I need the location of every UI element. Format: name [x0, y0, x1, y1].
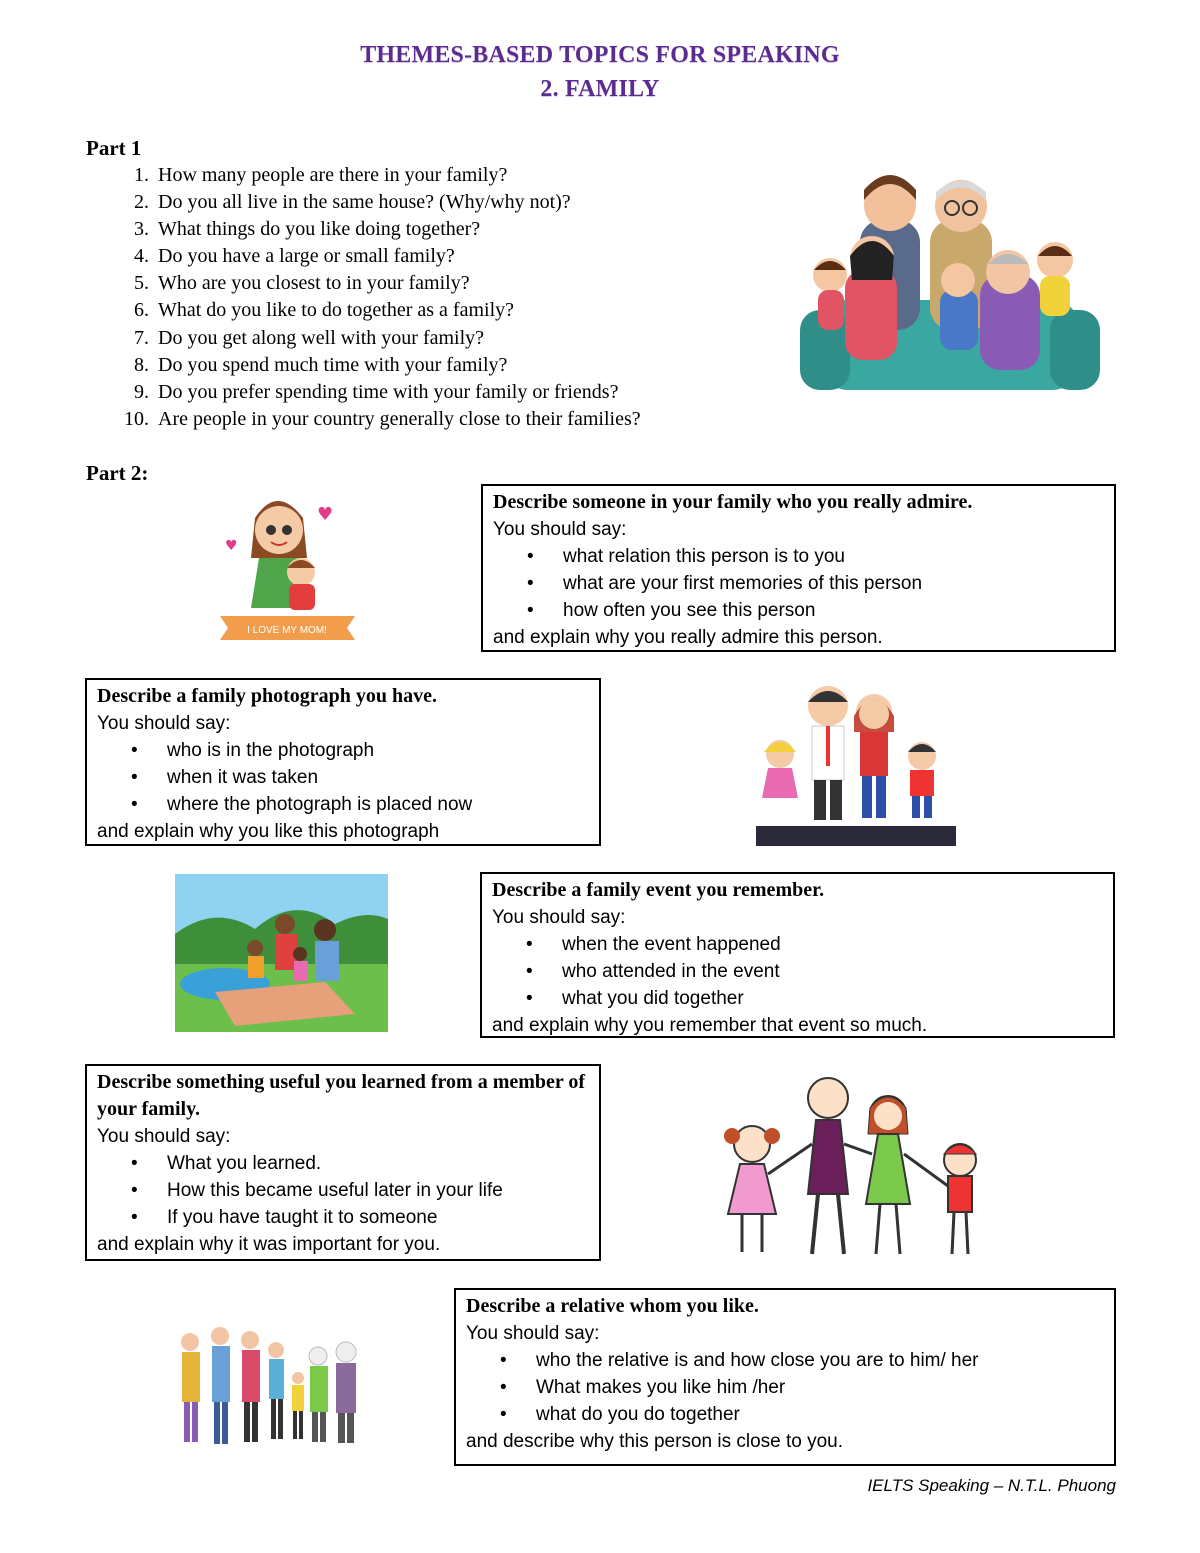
question-item: 1. How many people are there in your family?: [134, 164, 508, 186]
bullet-item: • What you learned.: [97, 1150, 589, 1177]
svg-text:♥: ♥: [225, 538, 238, 554]
question-item: 2. Do you all live in the same house? (Why/why not)?: [134, 191, 571, 214]
stick-figure-family-illustration: [712, 1074, 998, 1264]
card-title: Describe a relative whom you like.: [466, 1295, 759, 1317]
bullet-item: • who is in the photograph: [97, 737, 589, 764]
card-title: Describe someone in your family who you really admire.: [493, 491, 973, 513]
bullet-item: • who the relative is and how close you are to him/ her: [466, 1347, 1104, 1374]
card-title: Describe something useful you learned from a member of your family.: [97, 1071, 586, 1120]
page-subtitle: 2. FAMILY: [540, 76, 660, 102]
bullet-item: • who attended in the event: [492, 958, 1103, 985]
topic-card-photograph: [85, 678, 601, 846]
question-item: 5. Who are you closest to in your family?: [134, 272, 470, 295]
card-bullets: [97, 1150, 589, 1231]
bullet-item: • what do you do together: [466, 1401, 1104, 1428]
card-intro: You should say:: [97, 1126, 231, 1147]
question-item: 7. Do you get along well with your family?: [134, 326, 485, 349]
bullet-item: • If you have taught it to someone: [97, 1204, 589, 1231]
topic-card-event: [480, 872, 1115, 1038]
card-bullets: [97, 737, 589, 818]
footer-credit: IELTS Speaking – N.T.L. Phuong: [867, 1476, 1116, 1495]
card-bullets: [466, 1347, 1104, 1428]
bullet-item: • what relation this person is to you: [493, 543, 1104, 570]
card-title: Describe a family photograph you have.: [97, 685, 437, 707]
bullet-item: • what are your first memories of this person: [493, 570, 1104, 597]
question-item: 9. Do you prefer spending time with your family or friends?: [134, 380, 619, 403]
card-intro: You should say:: [97, 713, 231, 734]
card-closing: and explain why it was important for you.: [97, 1234, 441, 1255]
part2-heading: Part 2:: [86, 461, 149, 485]
svg-text:♥: ♥: [317, 504, 334, 525]
question-item: 3. What things do you like doing together?: [134, 218, 481, 241]
bullet-item: • where the photograph is placed now: [97, 791, 589, 818]
topic-card-relative: [454, 1288, 1116, 1466]
bullet-item: • How this became useful later in your life: [97, 1177, 589, 1204]
card-intro: You should say:: [493, 519, 627, 540]
bullet-item: • what you did together: [492, 985, 1103, 1012]
part1-heading: Part 1: [86, 136, 142, 160]
card-bullets: [492, 931, 1103, 1012]
card-closing: and explain why you like this photograph: [97, 821, 440, 842]
card-closing: and describe why this person is close to you.: [466, 1431, 844, 1452]
card-closing: and explain why you really admire this person.: [493, 627, 883, 648]
cartoon-family-illustration: [756, 676, 956, 846]
card-bullets: [493, 543, 1104, 624]
bullet-item: • when it was taken: [97, 764, 589, 791]
bullet-item: • how often you see this person: [493, 597, 1104, 624]
card-intro: You should say:: [466, 1323, 600, 1344]
page-title: THEMES-BASED TOPICS FOR SPEAKING: [360, 42, 840, 68]
family-picnic-illustration: [175, 874, 388, 1032]
question-item: 10. Are people in your country generally close to their families?: [124, 407, 641, 430]
bullet-item: • when the event happened: [492, 931, 1103, 958]
card-closing: and explain why you remember that event so much.: [492, 1015, 928, 1036]
part1-question-list: [86, 162, 641, 433]
question-item: 6. What do you like to do together as a family?: [134, 299, 515, 322]
extended-family-illustration: [168, 1320, 373, 1450]
topic-card-admire: [481, 484, 1116, 652]
card-title: Describe a family event you remember.: [492, 879, 825, 901]
bullet-item: • What makes you like him /her: [466, 1374, 1104, 1401]
question-item: 4. Do you have a large or small family?: [134, 245, 455, 268]
banner-text: I LOVE MY MOM!: [247, 625, 327, 636]
question-item: 8. Do you spend much time with your family?: [134, 353, 508, 376]
family-on-sofa-illustration: [800, 160, 1100, 410]
mom-and-child-illustration: [215, 488, 360, 648]
topic-card-learned: [85, 1064, 601, 1261]
card-intro: You should say:: [492, 907, 626, 928]
